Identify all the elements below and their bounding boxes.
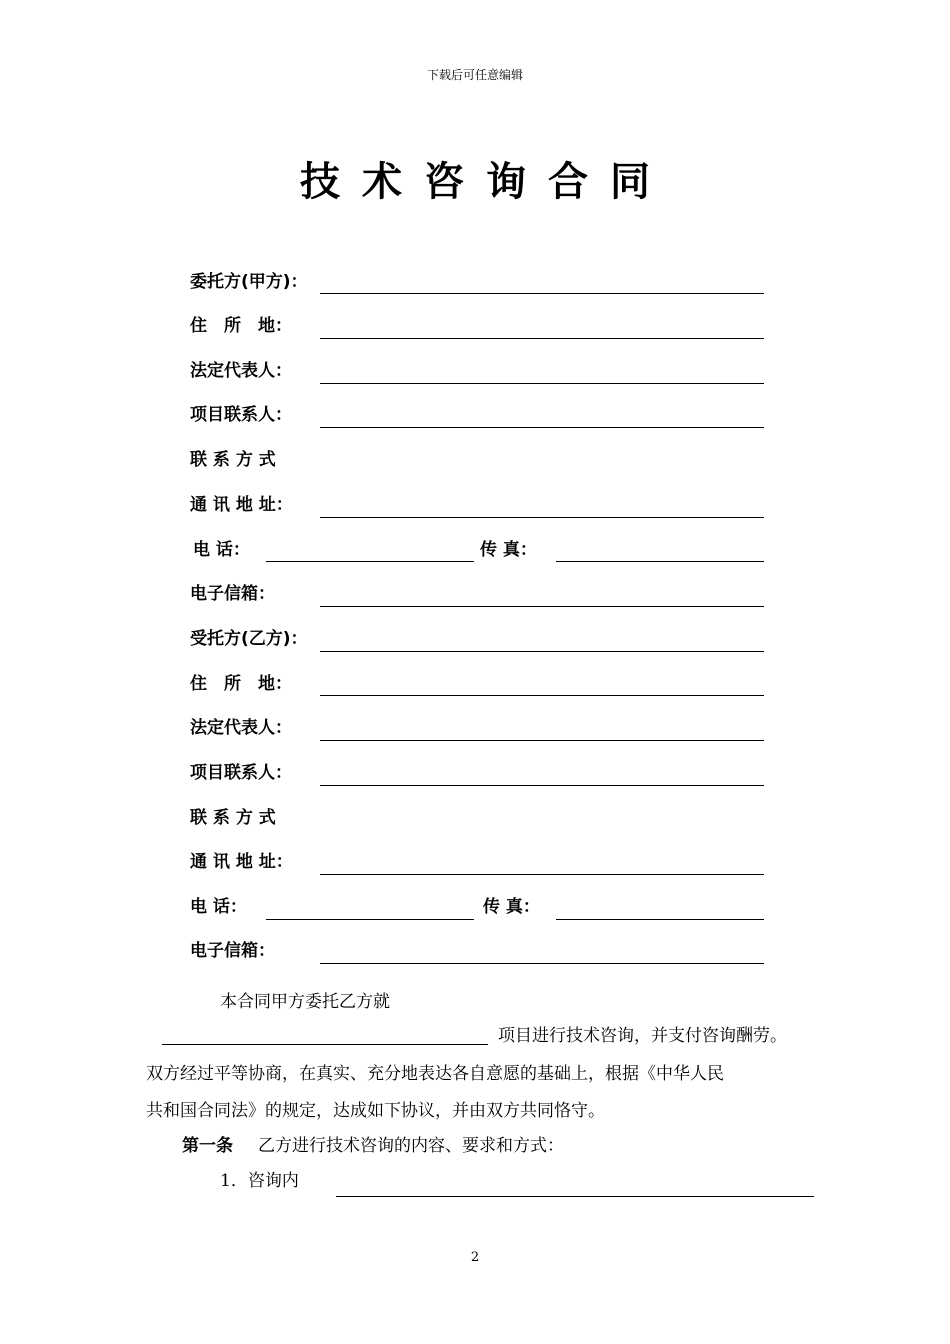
fax-field-a[interactable]: [556, 561, 764, 562]
contact-person-field-b[interactable]: [320, 785, 764, 786]
email-label-b: 电子信箱：: [190, 941, 275, 961]
client-field[interactable]: [320, 293, 764, 294]
fax-field-b[interactable]: [556, 919, 764, 920]
email-label-a: 电子信箱：: [190, 584, 275, 604]
fax-label-b: 传 真：: [483, 897, 540, 917]
project-line-text: 项目进行技术咨询，并支付咨询酬劳。: [498, 1026, 787, 1046]
paragraph-line-2: 共和国合同法》的规定，达成如下协议，并由双方共同恪守。: [146, 1101, 605, 1121]
document-title: 技术咨询合同: [300, 159, 672, 205]
project-name-field[interactable]: [162, 1044, 488, 1045]
phone-field-b[interactable]: [266, 919, 474, 920]
mailing-address-label-a: 通 讯 地 址：: [190, 495, 293, 515]
article-1-text: 乙方进行技术咨询的内容、要求和方式：: [258, 1136, 564, 1156]
phone-label-a: 电 话：: [193, 540, 250, 560]
contact-person-label-b: 项目联系人：: [190, 763, 292, 783]
legal-rep-label-b: 法定代表人：: [190, 718, 292, 738]
mailing-address-label-b: 通 讯 地 址：: [190, 852, 293, 872]
mailing-address-field-a[interactable]: [320, 517, 764, 518]
legal-rep-field-a[interactable]: [320, 383, 764, 384]
article-1-heading: 第一条: [182, 1136, 233, 1156]
contact-method-label-a: 联 系 方 式: [190, 450, 276, 470]
contact-person-label-a: 项目联系人：: [190, 405, 292, 425]
header-note: 下载后可任意编辑: [426, 68, 523, 82]
email-field-a[interactable]: [320, 606, 764, 607]
contact-method-label-b: 联 系 方 式: [190, 808, 276, 828]
address-field-a[interactable]: [320, 338, 764, 339]
phone-label-b: 电 话：: [190, 897, 247, 917]
page-number: 2: [470, 1250, 480, 1265]
item-1-field[interactable]: [336, 1196, 814, 1197]
consultant-label: 受托方(乙方)：: [190, 629, 308, 649]
address-label-a: 住 所 地：: [190, 316, 292, 336]
client-label: 委托方(甲方)：: [190, 272, 308, 292]
item-1-label: 1．咨询内: [220, 1171, 299, 1191]
consultant-field[interactable]: [320, 651, 764, 652]
legal-rep-label-a: 法定代表人：: [190, 361, 292, 381]
paragraph-line-1: 双方经过平等协商，在真实、充分地表达各自意愿的基础上，根据《中华人民: [146, 1064, 724, 1084]
intro-text: 本合同甲方委托乙方就: [220, 992, 390, 1012]
legal-rep-field-b[interactable]: [320, 740, 764, 741]
fax-label-a: 传 真：: [480, 540, 537, 560]
mailing-address-field-b[interactable]: [320, 874, 764, 875]
phone-field-a[interactable]: [266, 561, 474, 562]
contact-person-field-a[interactable]: [320, 427, 764, 428]
address-field-b[interactable]: [320, 695, 764, 696]
email-field-b[interactable]: [320, 963, 764, 964]
address-label-b: 住 所 地：: [190, 674, 292, 694]
